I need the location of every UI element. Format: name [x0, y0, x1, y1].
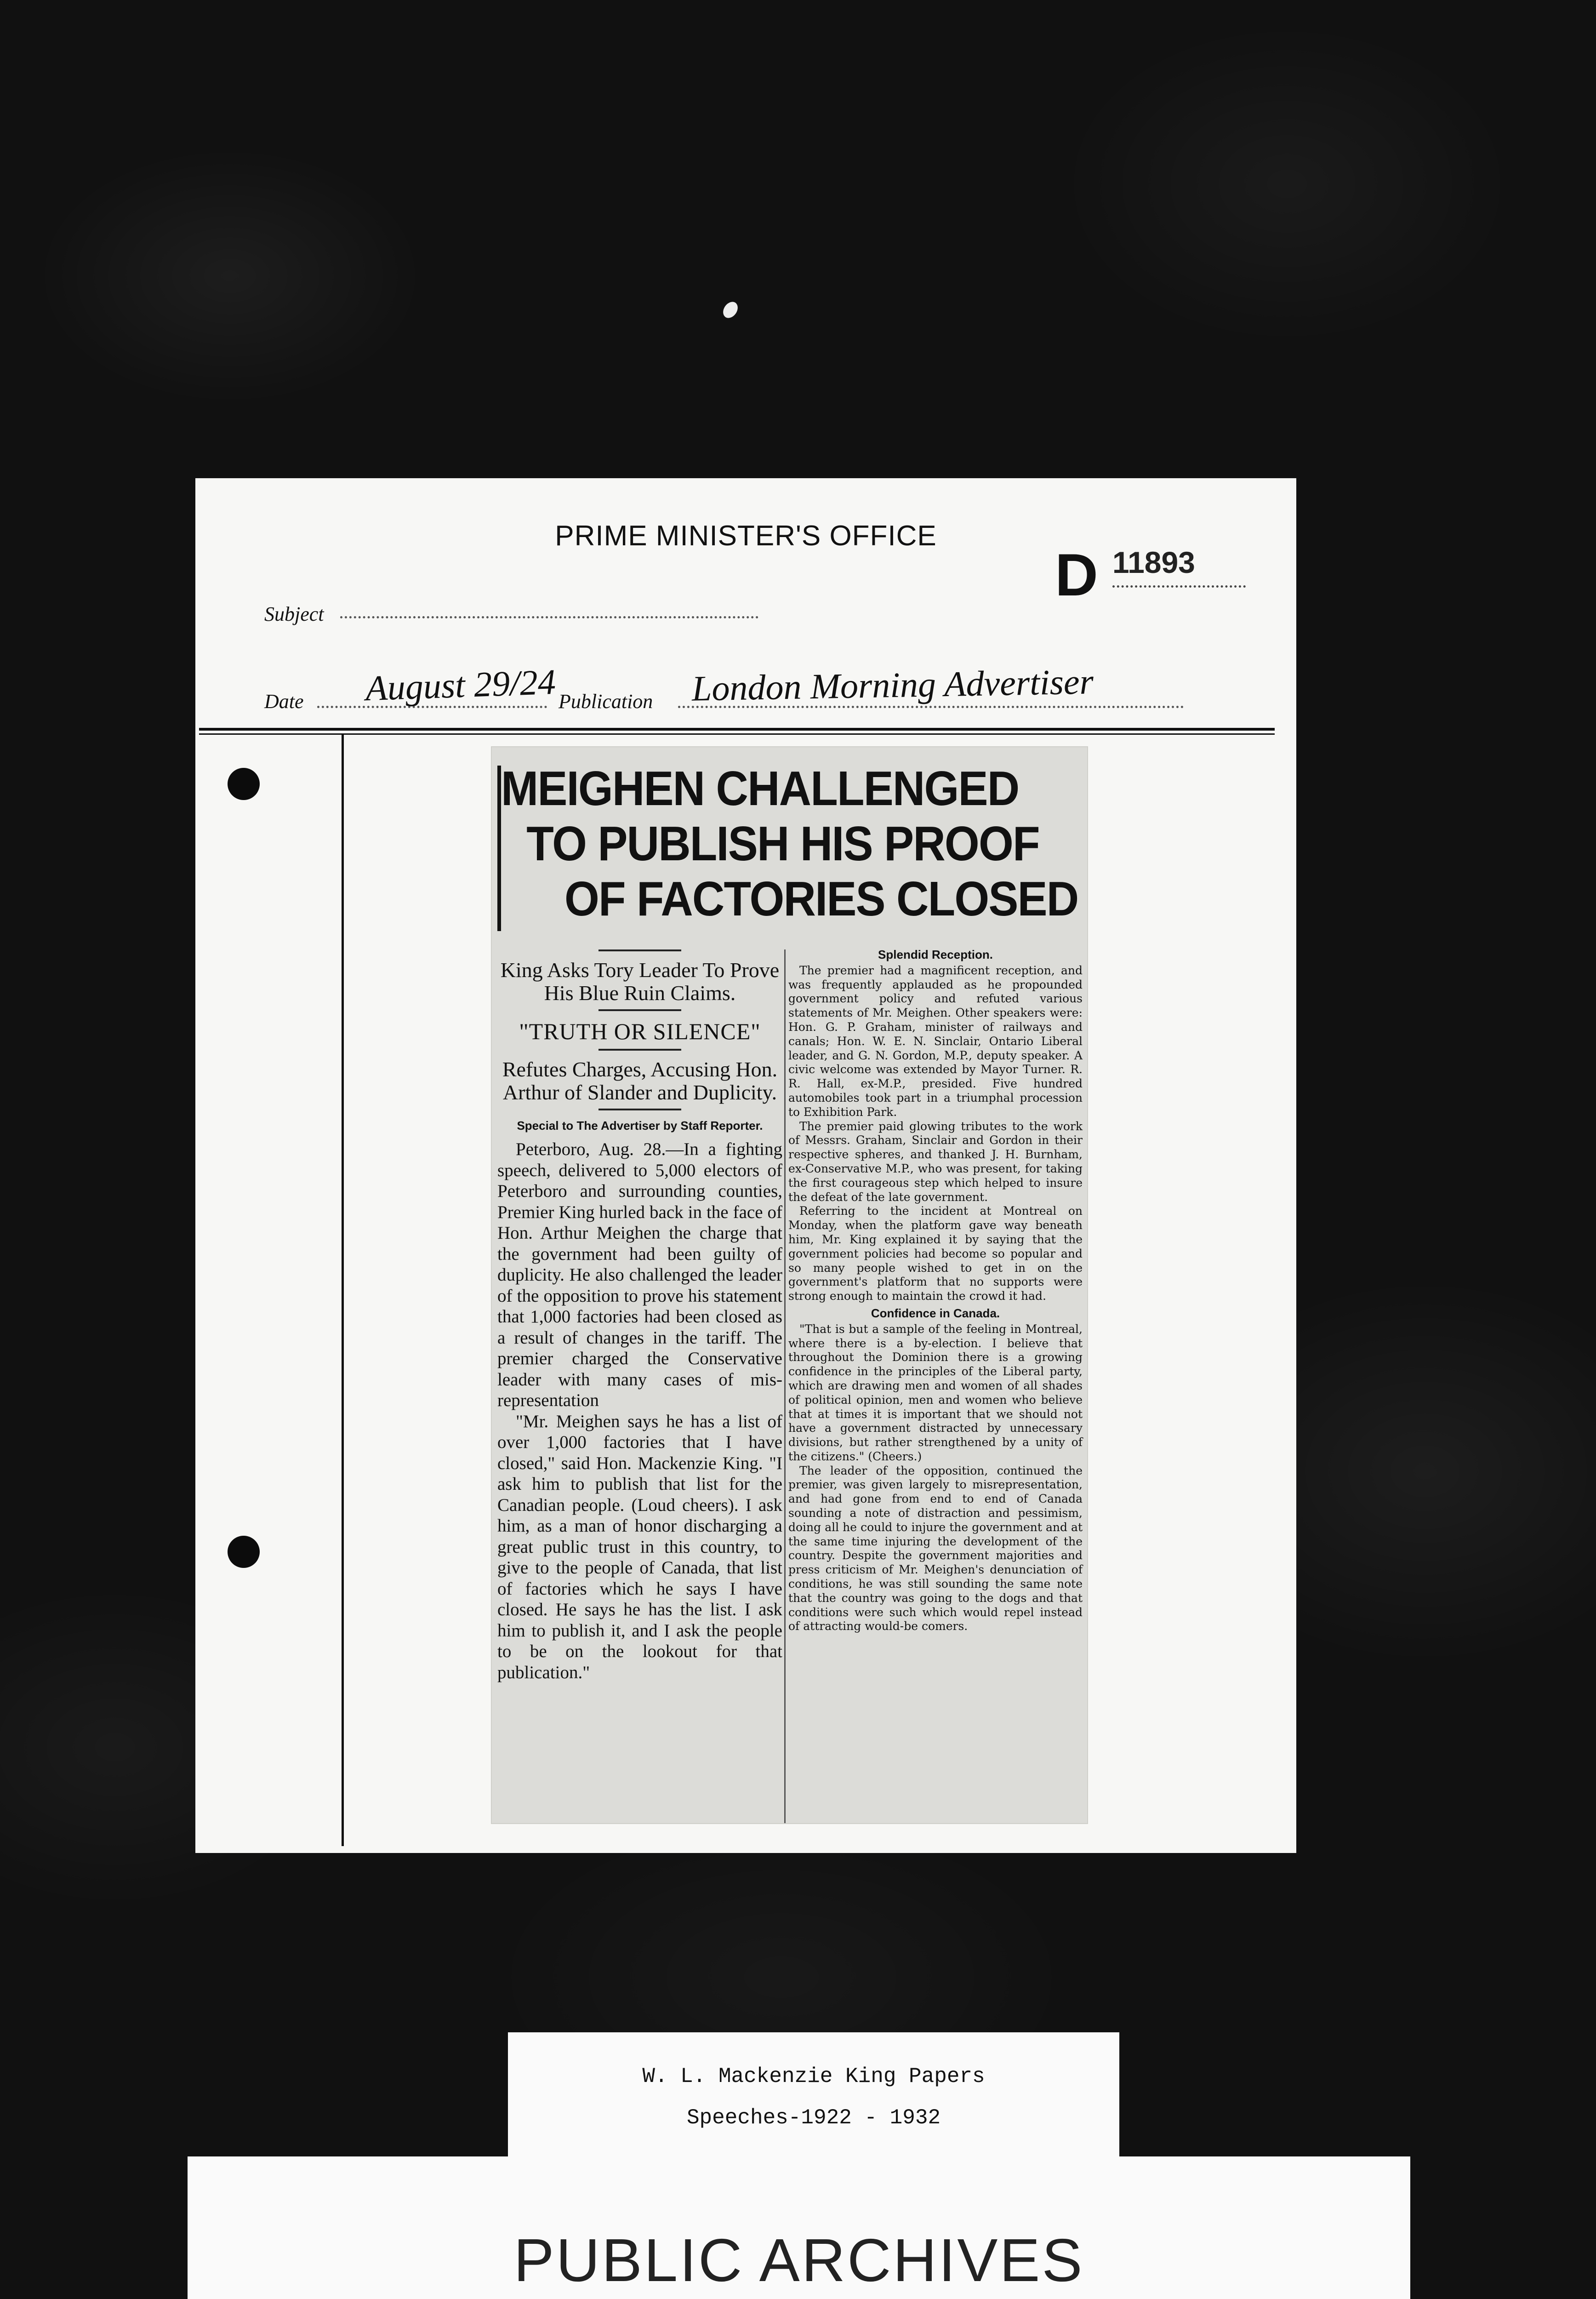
doc-number: 11893: [1112, 545, 1195, 579]
headline-line-3: OF FACTORIES CLOSED: [564, 872, 1078, 926]
deck-rule: [598, 949, 681, 951]
collection-series: Speeches-1922 - 1932: [686, 2106, 941, 2130]
newspaper-clipping: [492, 747, 1087, 1823]
archive-line-english: PUBLIC ARCHIVES: [513, 2226, 1084, 2294]
dust-speck: [720, 299, 741, 320]
deck-rule: [598, 1109, 681, 1110]
punch-hole-bottom: [228, 1536, 260, 1568]
paragraph: The leader of the opposition, continued the premier, was given largely to misrepresentation, and had gone from end to end of Canada sounding a note of distraction and pessimism, doing all he could to injure the government and at the same time injuring the development of the country. Despite the government majorities and press criticism of Mr. Meighen's denunciation of conditions, he was still sounding the same note that the country was going to the dogs and that conditions were such which would repel instead of attracting would-be comers.: [788, 1464, 1083, 1633]
document-id: [1055, 541, 1195, 608]
publication-value: London Morning Advertiser: [691, 661, 1094, 709]
right-column: [788, 945, 1083, 1634]
paragraph: "Mr. Meighen says he has a list of over 1,000 factories that I have closed," said Hon. Mackenzie King. "I ask him to publish that list for the Canadian people. (Loud cheers). I ask him, as a man of honor discharging a great public trust in this country, to give to the people of Canada, that list of factories which he says I have closed. He says he has the list. I ask him to publish it, and I ask the people to be on the lookout for that publication.": [497, 1411, 782, 1682]
subject-label: Subject: [264, 603, 324, 625]
collection-name: W. L. Mackenzie King Papers: [642, 2065, 985, 2088]
archive-label: [188, 2156, 1410, 2299]
deck-1: King Asks Tory Leader To Prove His Blue Ruin Claims.: [500, 958, 780, 1005]
deck-rule: [598, 1049, 681, 1051]
header-rule-top: [199, 728, 1275, 731]
office-title: PRIME MINISTER'S OFFICE: [555, 520, 937, 552]
headline: [501, 761, 1078, 926]
paragraph: The premier had a magnificent reception, and was frequently applauded as he propounded government policy and refuted various statements of Mr. Meighen. Other speakers were: Hon. G. P. Graham, minister of railways and canals; Hon. W. E. N. Sinclair, Ontario Liberal leader, and G. N. Gordon, M.P., deputy speaker. A civic welcome was extended by Mayor Turner. R. R. Hall, ex-M.P., presided. Five hundred automobiles took part in a triumphal procession to Exhibition Park.: [788, 963, 1083, 1119]
deck-2: "TRUTH OR SILENCE": [519, 1018, 761, 1044]
doc-number-dotline: [1112, 585, 1246, 588]
left-column: [497, 945, 782, 1683]
clipping-sheet: [195, 478, 1296, 1853]
left-body: [497, 1139, 782, 1683]
paragraph: "That is but a sample of the feeling in Montreal, where there is a by-election. I believe that throughout the Dominion there is a growing confidence in the principles of the Liberal party, which are drawing men and women of all shades of political opinion, men and women who believe that at times it is important that we should not have a government distracted by unnecessary divisions, but rather strengthened by a unity of the citizens." (Cheers.): [788, 1322, 1083, 1463]
date-value: August 29/24: [365, 661, 557, 709]
headline-line-1: MEIGHEN CHALLENGED: [501, 761, 1019, 816]
right-body: [788, 948, 1083, 1634]
header-rule-bottom: [199, 733, 1275, 735]
paragraph: Referring to the incident at Montreal on Monday, when the platform gave way beneath him, Mr. King explained it by saying that the government policies had become so popular and so many people wished to get in on the government's platform that no supports were strong enough to maintain the crowd it had.: [788, 1204, 1083, 1303]
doc-prefix: D: [1055, 541, 1098, 608]
subheading-reception: Splendid Reception.: [878, 948, 993, 961]
publication-label: Publication: [559, 690, 653, 713]
date-label: Date: [264, 690, 304, 713]
column-divider: [784, 949, 786, 1823]
subheading-confidence: Confidence in Canada.: [871, 1306, 1000, 1320]
deck-rule: [598, 1009, 681, 1011]
headline-line-2: TO PUBLISH HIS PROOF: [526, 817, 1039, 871]
deck-3: Refutes Charges, Accusing Hon. Arthur of Slander and Duplicity.: [502, 1058, 778, 1104]
byline: Special to The Advertiser by Staff Reporter.: [517, 1119, 763, 1132]
paragraph: Peterboro, Aug. 28.—In a fighting speech, delivered to 5,000 electors of Peterboro and surrounding counties, Premier King hurled back in the face of Hon. Arthur Meighen the charge that the government had been guilty of duplicity. He also challenged the leader of the opposition to prove his statement that 1,000 factories had been closed as a result of changes in the tariff. The premier charged the Conservative leader with many cases of mis-representation: [497, 1139, 782, 1410]
margin-rule: [342, 733, 344, 1846]
collection-label: [508, 2032, 1119, 2161]
punch-hole-top: [228, 768, 260, 800]
headline-bar: [497, 766, 501, 931]
subject-dotline: [340, 616, 758, 618]
paragraph: The premier paid glowing tributes to the work of Messrs. Graham, Sinclair and Gordon in their respective spheres, and thanked J. H. Burnham, ex-Conservative M.P., who was present, for taking the first courageous step which helped to insure the defeat of the late government.: [788, 1119, 1083, 1204]
